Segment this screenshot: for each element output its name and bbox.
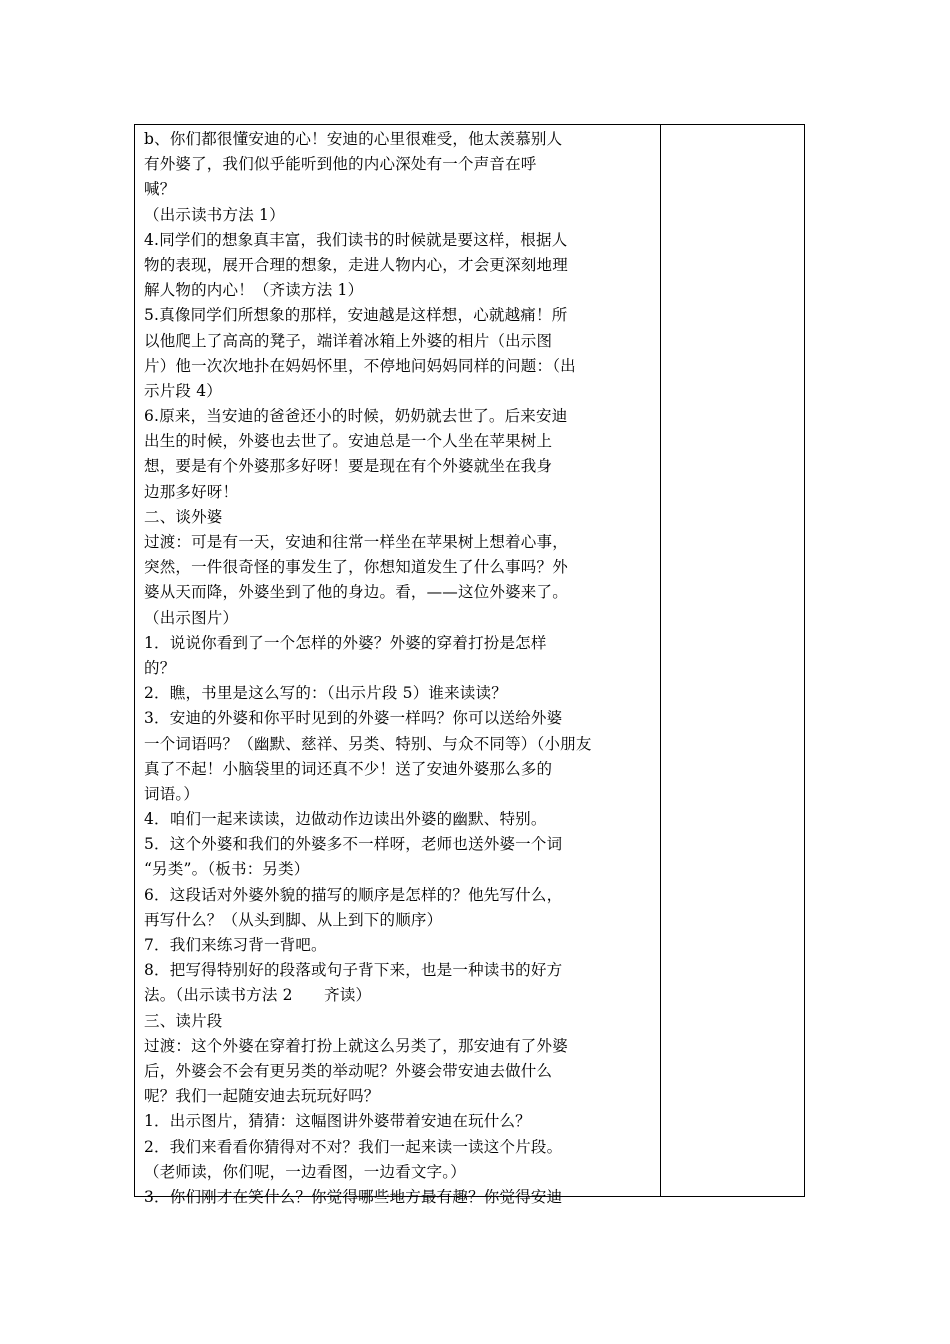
text-line: 1．说说你看到了一个怎样的外婆？外婆的穿着打扮是怎样: [144, 633, 547, 652]
text-line: 突然，一件很奇怪的事发生了，你想知道发生了什么事吗？外: [144, 558, 568, 577]
text-line: b、你们都很懂安迪的心！安迪的心里很难受，他太羡慕别人: [144, 130, 563, 148]
text-line: （出示图片）: [144, 608, 239, 627]
text-line: 喊？: [144, 180, 176, 199]
text-line: 出生的时候，外婆也去世了。安迪总是一个人坐在苹果树上: [144, 432, 553, 451]
text-line: 8．把写得特别好的段落或句子背下来，也是一种读书的好方: [144, 961, 563, 980]
text-line: 想，要是有个外婆那多好呀！要是现在有个外婆就坐在我身: [144, 457, 553, 476]
text-line: 5.真像同学们所想象的那样，安迪越是这样想，心就越痛！所: [144, 306, 568, 325]
text-line: “另类”。（板书：另类）: [144, 860, 310, 879]
text-line: 6.原来，当安迪的爸爸还小的时候，奶奶就去世了。后来安迪: [144, 407, 568, 426]
text-line: 过渡：可是有一天，安迪和往常一样坐在苹果树上想着心事，: [144, 533, 568, 551]
text-line: 边那多好呀！: [144, 482, 239, 501]
text-line: 物的表现，展开合理的想象，走进人物内心，才会更深刻地理: [144, 255, 568, 274]
text-line: 再写什么？（从头到脚、从上到下的顺序）: [144, 910, 443, 929]
text-line: 一个词语吗？（幽默、慈祥、另类、特别、与众不同等）（小朋友: [144, 734, 592, 753]
text-line: 2．我们来看看你猜得对不对？我们一起来读一读这个片段。: [144, 1137, 563, 1156]
text-line: 1．出示图片，猜猜：这幅图讲外婆带着安迪在玩什么？: [144, 1112, 531, 1131]
text-line: 二、谈外婆: [144, 507, 223, 526]
text-line: 的？: [144, 658, 176, 677]
text-line: 解人物的内心！（齐读方法 1）: [144, 281, 364, 300]
text-line: 呢？我们一起随安迪去玩玩好吗？: [144, 1087, 380, 1106]
text-line: 4.同学们的想象真丰富，我们读书的时候就是要这样，根据人: [144, 230, 568, 249]
text-line: 片）他一次次地扑在妈妈怀里，不停地问妈妈同样的问题：（出: [144, 356, 576, 375]
notes-cell: [661, 125, 804, 1196]
text-line: 过渡：这个外婆在穿着打扮上就这么另类了，那安迪有了外婆: [144, 1036, 568, 1055]
text-line: 4．咱们一起来读读，边做动作边读出外婆的幽默、特别。: [144, 810, 547, 829]
text-line: 7．我们来练习背一背吧。: [144, 936, 327, 954]
text-line: 以他爬上了高高的凳子，端详着冰箱上外婆的相片（出示图: [144, 331, 553, 350]
text-line: 3．安迪的外婆和你平时见到的外婆一样吗？你可以送给外婆: [144, 709, 563, 728]
text-line: 示片段 4）: [144, 381, 222, 400]
text-line: 婆从天而降，外婆坐到了他的身边。看，——这位外婆来了。: [144, 583, 568, 602]
text-line: （老师读，你们呢，一边看图，一边看文字。）: [144, 1162, 466, 1181]
text-line: 2．瞧，书里是这么写的：（出示片段 5）谁来读读？: [144, 684, 507, 703]
text-line: 真了不起！小脑袋里的词还真不少！送了安迪外婆那么多的: [144, 759, 553, 778]
text-line: 后，外婆会不会有更另类的举动呢？外婆会带安迪去做什么: [144, 1061, 553, 1080]
text-line: 5．这个外婆和我们的外婆多不一样呀，老师也送外婆一个词: [144, 835, 563, 854]
text-line: 3．你们刚才在笑什么？你觉得哪些地方最有趣？你觉得安迪: [144, 1187, 563, 1206]
text-line: 三、读片段: [144, 1011, 223, 1030]
text-line: 有外婆了，我们似乎能听到他的内心深处有一个声音在呼: [144, 155, 537, 174]
lesson-content-cell: [135, 125, 661, 1206]
text-line: 词语。）: [144, 784, 200, 803]
lesson-plan-table: [134, 124, 805, 1206]
text-line: 法。（出示读书方法 2 齐读）: [144, 986, 372, 1005]
text-line: （出示读书方法 1）: [144, 205, 285, 224]
text-line: 6．这段话对外婆外貌的描写的顺序是怎样的？他先写什么，: [144, 885, 563, 904]
